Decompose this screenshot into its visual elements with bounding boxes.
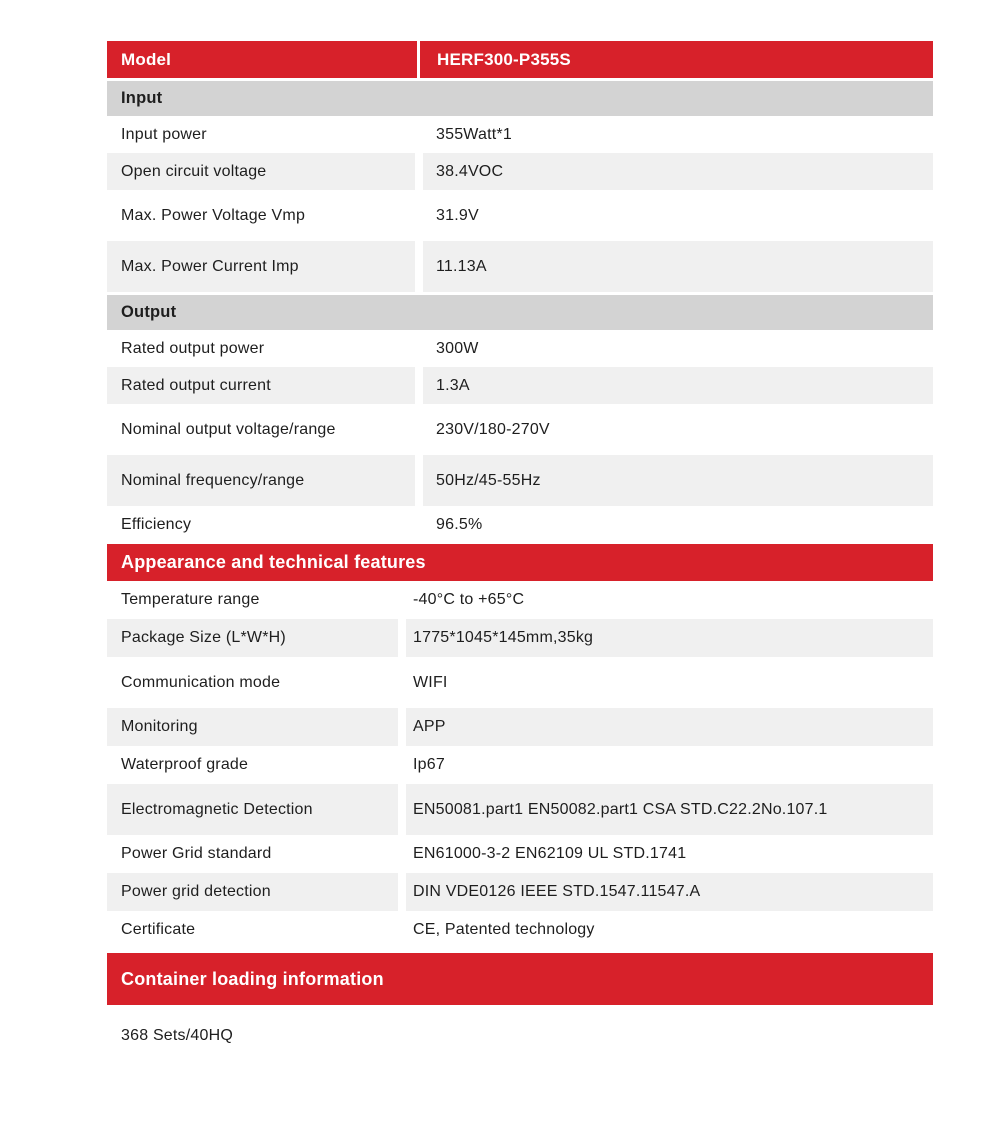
spec-label: Temperature range bbox=[121, 591, 260, 608]
spec-label: Rated output current bbox=[107, 367, 415, 404]
spec-row bbox=[107, 506, 933, 543]
spec-value: 11.13A bbox=[423, 241, 933, 292]
spec-label: Rated output power bbox=[121, 339, 265, 357]
spec-row bbox=[107, 367, 933, 404]
spec-label: Monitoring bbox=[107, 708, 398, 746]
output-rows bbox=[107, 330, 933, 543]
section-title-output: Output bbox=[107, 295, 933, 330]
spec-value: 1775*1045*145mm,35kg bbox=[406, 619, 933, 657]
spec-value: EN61000-3-2 EN62109 UL STD.1741 bbox=[413, 845, 687, 862]
model-header-row bbox=[107, 41, 933, 78]
spec-row bbox=[107, 911, 933, 949]
spec-label: Certificate bbox=[121, 921, 196, 938]
spec-label: Max. Power Voltage Vmp bbox=[121, 206, 306, 224]
section-title-input: Input bbox=[107, 81, 933, 116]
spec-row bbox=[107, 190, 933, 241]
spec-value: -40°C to +65°C bbox=[413, 591, 525, 608]
spec-label: Nominal frequency/range bbox=[107, 455, 415, 506]
spec-row bbox=[107, 455, 933, 506]
spec-row bbox=[107, 330, 933, 367]
spec-label: Max. Power Current Imp bbox=[107, 241, 415, 292]
spec-label: Nominal output voltage/range bbox=[121, 420, 336, 438]
container-loading-note: 368 Sets/40HQ bbox=[121, 1027, 233, 1044]
spec-label: Communication mode bbox=[121, 673, 281, 691]
spec-label: Input power bbox=[121, 125, 207, 143]
spec-label: Efficiency bbox=[121, 515, 192, 533]
spec-row bbox=[107, 241, 933, 292]
spec-row bbox=[107, 873, 933, 911]
spec-value: DIN VDE0126 IEEE STD.1547.11547.A bbox=[406, 873, 933, 911]
spec-value: 38.4VOC bbox=[423, 153, 933, 190]
spec-value: 50Hz/45-55Hz bbox=[423, 455, 933, 506]
spec-label: Electromagnetic Detection bbox=[107, 784, 398, 835]
spec-value: 96.5% bbox=[436, 515, 483, 533]
spec-value: APP bbox=[406, 708, 933, 746]
spec-row bbox=[107, 116, 933, 153]
spec-row bbox=[107, 619, 933, 657]
spec-value: 355Watt*1 bbox=[436, 125, 512, 143]
model-header-label: Model bbox=[121, 49, 172, 69]
spec-value: 1.3A bbox=[423, 367, 933, 404]
spec-row bbox=[107, 708, 933, 746]
spec-value: CE, Patented technology bbox=[413, 921, 595, 938]
product-spec-sheet bbox=[107, 41, 933, 1045]
spec-value: 230V/180-270V bbox=[436, 420, 550, 438]
spec-label: Waterproof grade bbox=[121, 756, 249, 773]
spec-value: Ip67 bbox=[413, 756, 445, 773]
spec-label: Power grid detection bbox=[107, 873, 398, 911]
input-rows bbox=[107, 116, 933, 292]
spec-label: Package Size (L*W*H) bbox=[107, 619, 398, 657]
spec-row bbox=[107, 835, 933, 873]
appearance-rows bbox=[107, 581, 933, 949]
model-number: HERF300-P355S bbox=[437, 49, 571, 69]
spec-row bbox=[107, 657, 933, 708]
spec-row bbox=[107, 404, 933, 455]
section-banner-appearance: Appearance and technical features bbox=[107, 544, 933, 581]
spec-value: EN50081.part1 EN50082.part1 CSA STD.C22.2No.107.1 bbox=[406, 784, 933, 835]
spec-row bbox=[107, 784, 933, 835]
spec-label: Open circuit voltage bbox=[107, 153, 415, 190]
spec-row bbox=[107, 746, 933, 784]
spec-row bbox=[107, 153, 933, 190]
spec-value: 300W bbox=[436, 339, 479, 357]
spec-value: 31.9V bbox=[436, 206, 479, 224]
spec-row bbox=[107, 581, 933, 619]
spec-label: Power Grid standard bbox=[121, 845, 272, 862]
spec-value: WIFI bbox=[413, 673, 448, 691]
section-banner-container-loading: Container loading information bbox=[107, 953, 933, 1005]
